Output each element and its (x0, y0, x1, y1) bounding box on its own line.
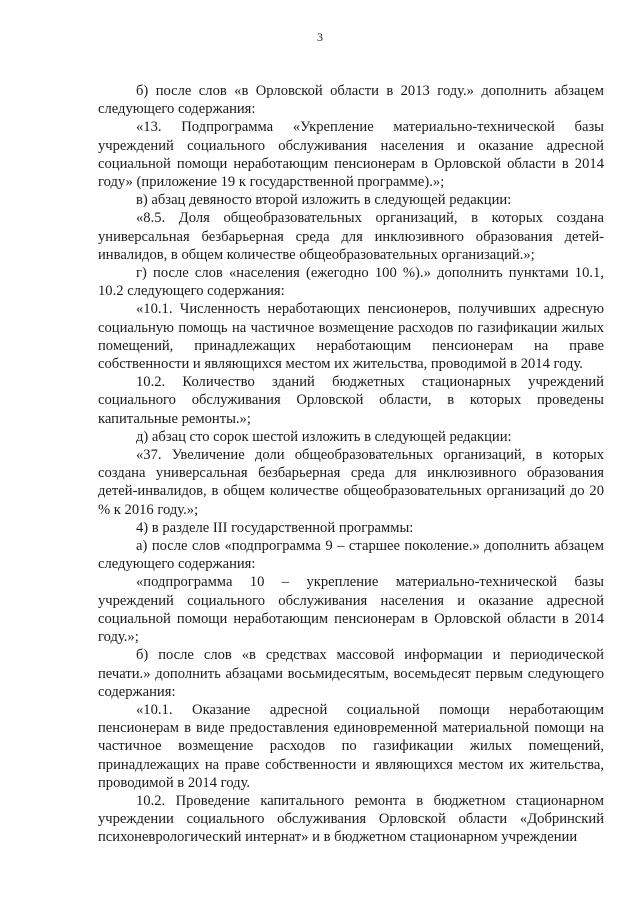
paragraph: 4) в разделе III государственной программы: (136, 519, 414, 536)
page-number: 3 (317, 30, 323, 44)
paragraph: г) после слов «населения (ежегодно 100 %).» дополнить пунктами 10.1, 10.2 следующего содержания: (98, 265, 604, 300)
paragraph: «8.5. Доля общеобразовательных организаций, в которых создана универсальная безбарьерная среда для инклюзивного образования детей-инвалидов, в общем количестве общеобразовательных организаций.»; (98, 210, 604, 263)
paragraph: «37. Увеличение доли общеобразовательных организаций, в которых создана универсальная безбарьерная среда для инклюзивного образования детей-инвалидов, в общем количестве общеобразовательных организаций до 20 % к 2016 году.»; (98, 447, 604, 518)
paragraph: 10.2. Проведение капитального ремонта в бюджетном стационарном учреждении социального обслуживания Орловской области «Добринский психоневрологический интернат» и в бюджетном стационарном учреждении (98, 792, 604, 846)
paragraph: «10.1. Оказание адресной социальной помощи неработающим пенсионерам в виде предоставления единовременной материальной помощи на частичное возмещение расходов по газификации жилых помещений, принадлежащих на праве собственности и являющихся местом их жительства, проводимой в 2014 году. (98, 701, 604, 791)
paragraph: 10.2. Количество зданий бюджетных стационарных учреждений социального обслуживания Орловской области, в которых проведены капитальные ремонты.»; (98, 374, 604, 427)
paragraph: «подпрограмма 10 – укрепление материально-технической базы учреждений социального обслуживания населения и оказание адресной социальной помощи неработающим пенсионерам в Орловской области в 2014 году.»; (98, 574, 604, 646)
paragraph: б) после слов «в Орловской области в 2013 году.» дополнить абзацем следующего содержания: (98, 83, 604, 118)
paragraph: «10.1. Численность неработающих пенсионеров, получивших адресную социальную помощь на частичное возмещение расходов по газификации жилых помещений, принадлежащих неработающим пенсионерам на праве собственности и являющихся местом их жительства, проводимой в 2014 году. (98, 301, 604, 373)
paragraph: в) абзац девяносто второй изложить в следующей редакции: (136, 192, 512, 209)
paragraph: а) после слов «подпрограмма 9 – старшее поколение.» дополнить абзацем следующего содержания: (98, 538, 604, 573)
document-body (98, 82, 604, 847)
paragraph: «13. Подпрограмма «Укрепление материально-технической базы учреждений социального обслуживания населения и оказание адресной социальной помощи неработающим пенсионерам в Орловской области в 2014 году» (приложение 19 к государственной программе).»; (98, 119, 604, 191)
paragraph: б) после слов «в средствах массовой информации и периодической печати.» дополнить абзацами восьмидесятым, восемьдесят первым следующего содержания: (98, 647, 604, 700)
paragraph: д) абзац сто сорок шестой изложить в следующей редакции: (136, 428, 512, 445)
